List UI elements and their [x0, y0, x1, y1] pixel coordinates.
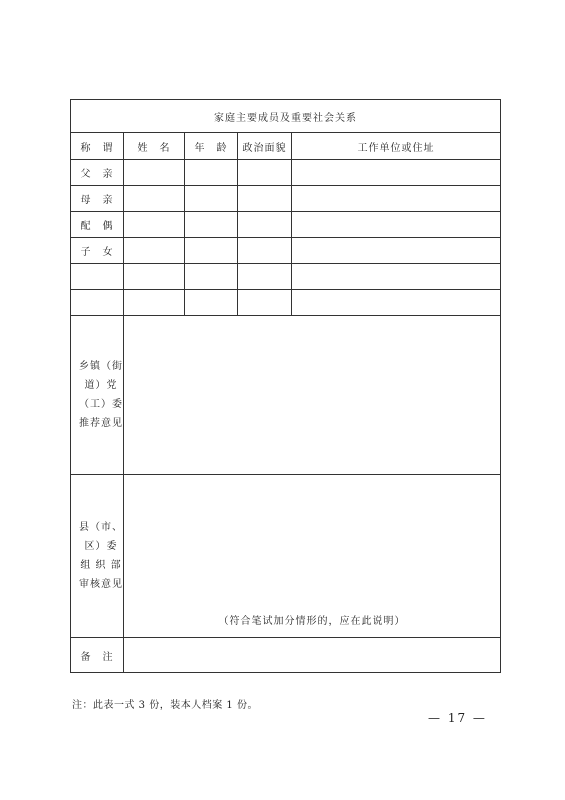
county-opinion-label: [71, 475, 124, 638]
header-row: [71, 133, 501, 160]
table-title: 家庭主要成员及重要社会关系: [71, 100, 501, 133]
label-line: （工）委: [79, 399, 123, 410]
table-row: [71, 290, 501, 316]
table-row: [71, 264, 501, 290]
age-cell[interactable]: [185, 264, 238, 290]
label-line: 区）委: [84, 541, 118, 552]
workplace-cell[interactable]: [292, 238, 501, 264]
name-cell[interactable]: [124, 290, 185, 316]
family-relations-table: [70, 99, 501, 673]
name-cell[interactable]: [124, 212, 185, 238]
header-workplace-address: 工作单位或住址: [292, 133, 501, 160]
relation-cell: 子 女: [71, 238, 124, 264]
relation-cell: 配 偶: [71, 212, 124, 238]
table-row: [71, 238, 501, 264]
workplace-cell[interactable]: [292, 290, 501, 316]
township-opinion-label: [71, 316, 124, 475]
label-line: 推荐意见: [79, 418, 123, 429]
header-age: 年 龄: [185, 133, 238, 160]
remark-row: [71, 638, 501, 673]
label-line: 组 织 部: [80, 560, 122, 571]
footnote: 注：此表一式 3 份，装本人档案 1 份。: [72, 700, 258, 711]
political-status-cell[interactable]: [238, 238, 292, 264]
county-opinion-field[interactable]: [124, 475, 501, 638]
header-relation: 称 谓: [71, 133, 124, 160]
political-status-cell[interactable]: [238, 264, 292, 290]
political-status-cell[interactable]: [238, 160, 292, 186]
county-opinion-row: [71, 475, 501, 638]
bonus-points-note: （符合笔试加分情形的，应在此说明）: [218, 616, 406, 627]
township-opinion-row: [71, 316, 501, 475]
political-status-cell[interactable]: [238, 186, 292, 212]
age-cell[interactable]: [185, 160, 238, 186]
relation-cell[interactable]: [71, 290, 124, 316]
name-cell[interactable]: [124, 264, 185, 290]
name-cell[interactable]: [124, 186, 185, 212]
table-row: [71, 212, 501, 238]
relation-cell: 母 亲: [71, 186, 124, 212]
age-cell[interactable]: [185, 212, 238, 238]
workplace-cell[interactable]: [292, 264, 501, 290]
header-political-status: 政治面貌: [238, 133, 292, 160]
age-cell[interactable]: [185, 238, 238, 264]
relation-cell: 父 亲: [71, 160, 124, 186]
label-line: 县（市、: [79, 522, 123, 533]
township-opinion-field[interactable]: [124, 316, 501, 475]
political-status-cell[interactable]: [238, 212, 292, 238]
label-line: 乡镇（街: [79, 361, 123, 372]
name-cell[interactable]: [124, 238, 185, 264]
age-cell[interactable]: [185, 186, 238, 212]
relation-cell[interactable]: [71, 264, 124, 290]
workplace-cell[interactable]: [292, 160, 501, 186]
table-row: [71, 160, 501, 186]
remark-label: 备 注: [71, 638, 124, 673]
workplace-cell[interactable]: [292, 212, 501, 238]
page-number: — 17 —: [428, 711, 487, 725]
workplace-cell[interactable]: [292, 186, 501, 212]
label-line: 审核意见: [79, 579, 123, 590]
remark-field[interactable]: [124, 638, 501, 673]
name-cell[interactable]: [124, 160, 185, 186]
age-cell[interactable]: [185, 290, 238, 316]
table-row: [71, 186, 501, 212]
label-line: 道）党: [84, 380, 118, 391]
header-name: 姓 名: [124, 133, 185, 160]
political-status-cell[interactable]: [238, 290, 292, 316]
